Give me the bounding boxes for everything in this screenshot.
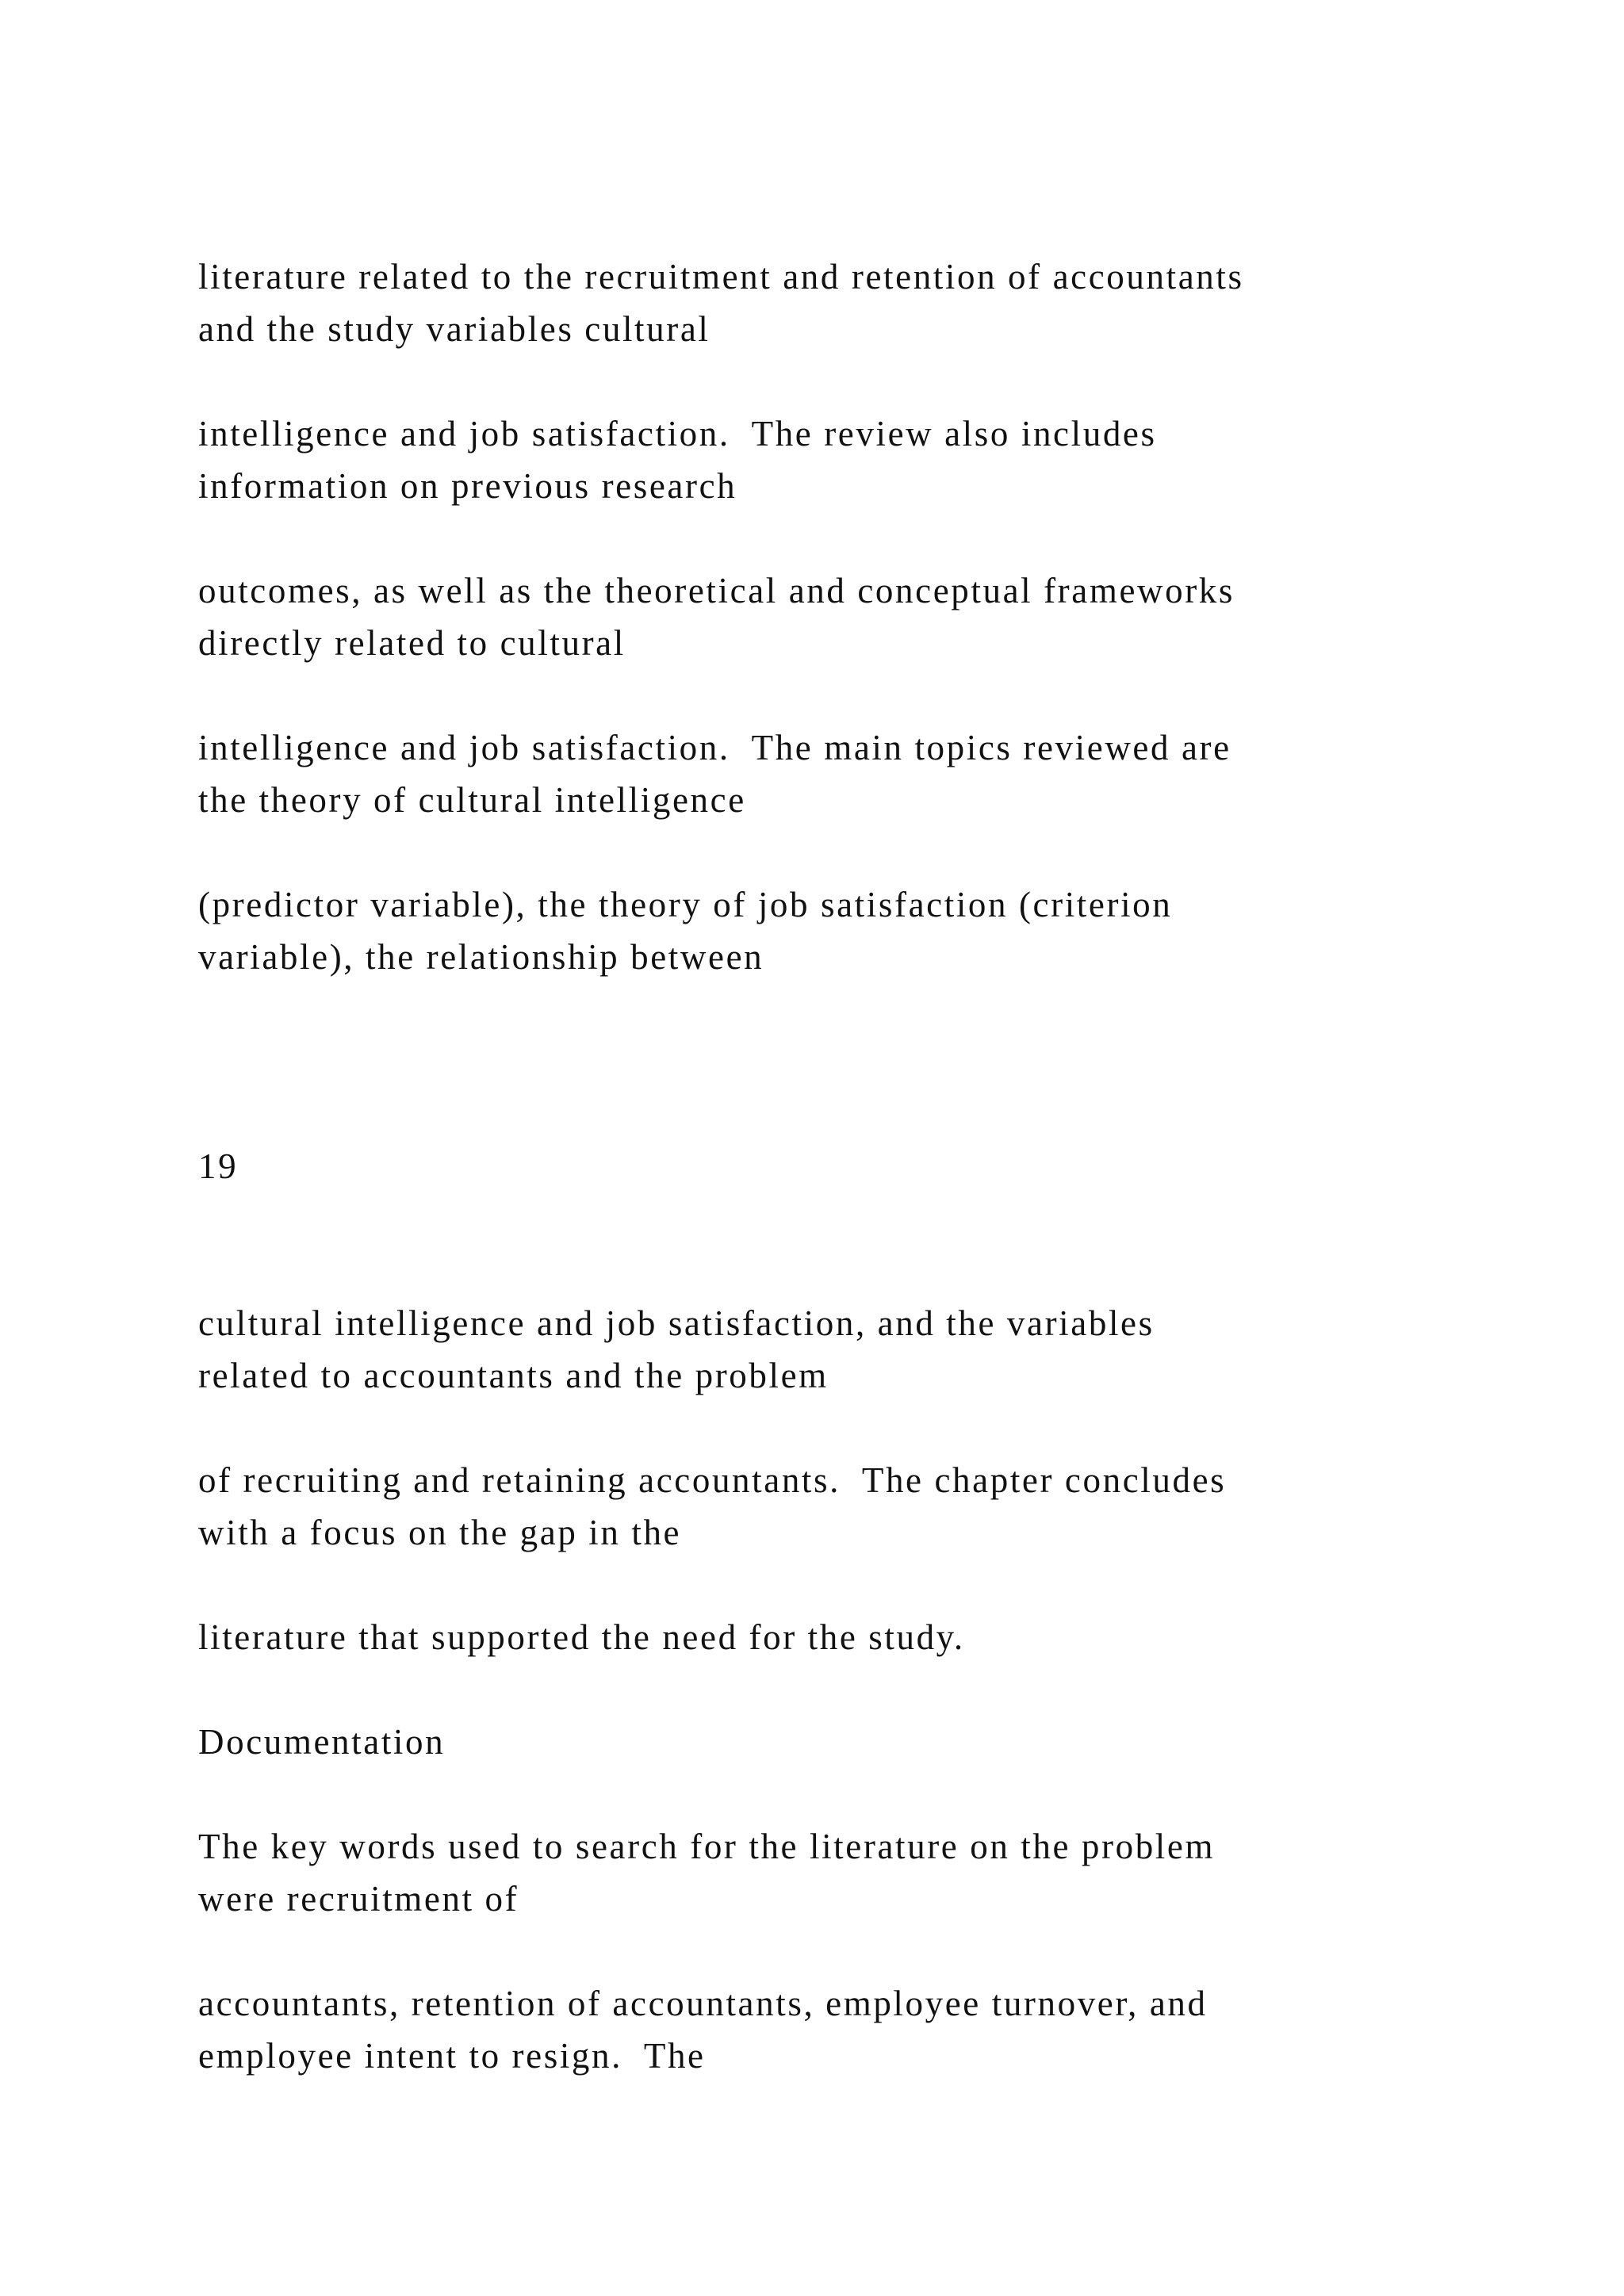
text-line: directly related to cultural xyxy=(198,623,626,663)
page-number: 19 xyxy=(198,1146,239,1186)
text-line: outcomes, as well as the theoretical and conceptual frameworks xyxy=(198,571,1235,610)
text-line: (predictor variable), the theory of job satisfaction (criterion xyxy=(198,885,1173,924)
text-line: literature that supported the need for the study. xyxy=(198,1617,965,1657)
text-line: related to accountants and the problem xyxy=(198,1356,829,1395)
text-line: intelligence and job satisfaction. The main topics reviewed are xyxy=(198,728,1231,767)
text-line: intelligence and job satisfaction. The review also includes xyxy=(198,414,1157,453)
text-line: accountants, retention of accountants, employee turnover, and xyxy=(198,1984,1208,2023)
text-line: were recruitment of xyxy=(198,1879,519,1919)
text-line: literature related to the recruitment and retention of accountants xyxy=(198,257,1244,297)
text-line: the theory of cultural intelligence xyxy=(198,780,746,820)
section-heading: Documentation xyxy=(198,1722,446,1762)
text-line: and the study variables cultural xyxy=(198,309,710,349)
text-line: variable), the relationship between xyxy=(198,937,764,977)
text-line: of recruiting and retaining accountants. The chapter concludes xyxy=(198,1460,1227,1500)
text-line: cultural intelligence and job satisfaction, and the variables xyxy=(198,1303,1155,1343)
text-line: The key words used to search for the literature on the problem xyxy=(198,1827,1216,1866)
text-line: with a focus on the gap in the xyxy=(198,1513,682,1552)
text-line: information on previous research xyxy=(198,466,737,506)
text-line: employee intent to resign. The xyxy=(198,2036,706,2076)
